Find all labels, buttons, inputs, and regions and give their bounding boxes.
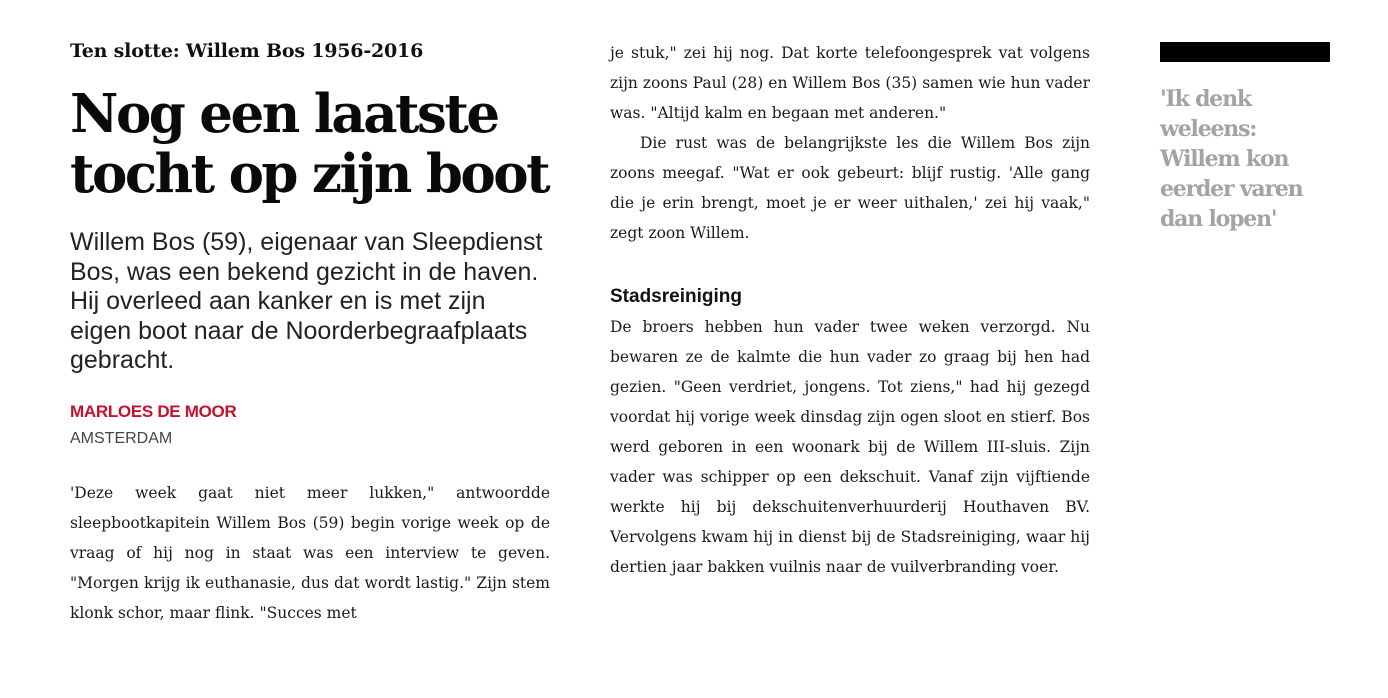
paragraph-3: De broers hebben hun vader twee weken verzorgd. Nu bewaren ze de kalmte die hun vader zo graag bij hen had gezien. "Geen verdriet, jongens. Tot ziens," had hij gezegd voordat hij vorige week dinsdag zijn ogen sloot en stierf. Bos werd geboren in een woonark bij de Willem III-sluis. Zijn vader was schipper op een dekschuit. Vanaf zijn vijftiende werkte hij bij dekschuitenverhuurderij Houthaven BV. Vervolgens kwam hij in dienst bij de Stadsreiniging, waar hij dertien jaar bakken vuilnis naar de vuilverbranding voer. — [610, 318, 1090, 576]
headline-line-1: Nog een laatste — [70, 83, 498, 145]
author-byline: MARLOES DE MOOR — [70, 401, 237, 421]
middle-column — [610, 40, 1090, 582]
kicker: Ten slotte: Willem Bos 1956-2016 — [70, 40, 424, 62]
pullquote-bar — [1160, 42, 1330, 62]
headline — [70, 84, 550, 204]
paragraph-2: Die rust was de belangrijkste les die Willem Bos zijn zoons meegaf. "Wat er ook gebeurt: blijf rustig. 'Alle gang die je erin brengt, moet je er weer uithalen,' zei hij vaak," zegt zoon Willem. — [610, 134, 1090, 242]
intro: Willem Bos (59), eigenaar van Sleepdienst Bos, was een bekend gezicht in de haven. Hij overleed aan kanker en is met zijn eigen boot naar de Noorderbegraafplaats gebracht. — [70, 228, 543, 374]
paragraph-1: 'Deze week gaat niet meer lukken," antwoordde sleepbootkapitein Willem Bos (59) begin vorige week op de vraag of hij nog in staat was een interview te geven. "Morgen krijg ik euthanasie, dus dat wordt lastig." Zijn stem klonk schor, maar flink. "Succes met — [70, 483, 550, 622]
dateline-location: AMSTERDAM — [70, 429, 173, 447]
pullquote: 'Ik denk weleens: Willem kon eerder varen dan lopen' — [1160, 86, 1303, 232]
sidebar-column — [1160, 42, 1330, 234]
left-column — [70, 40, 550, 628]
headline-line-2: tocht op zijn boot — [70, 143, 549, 205]
paragraph-1-continued: je stuk," zei hij nog. Dat korte telefoongesprek vat volgens zijn zoons Paul (28) en Willem Bos (35) samen wie hun vader was. "Altijd kalm en begaan met anderen." — [610, 44, 1090, 122]
subheading: Stadsreiniging — [610, 286, 742, 307]
